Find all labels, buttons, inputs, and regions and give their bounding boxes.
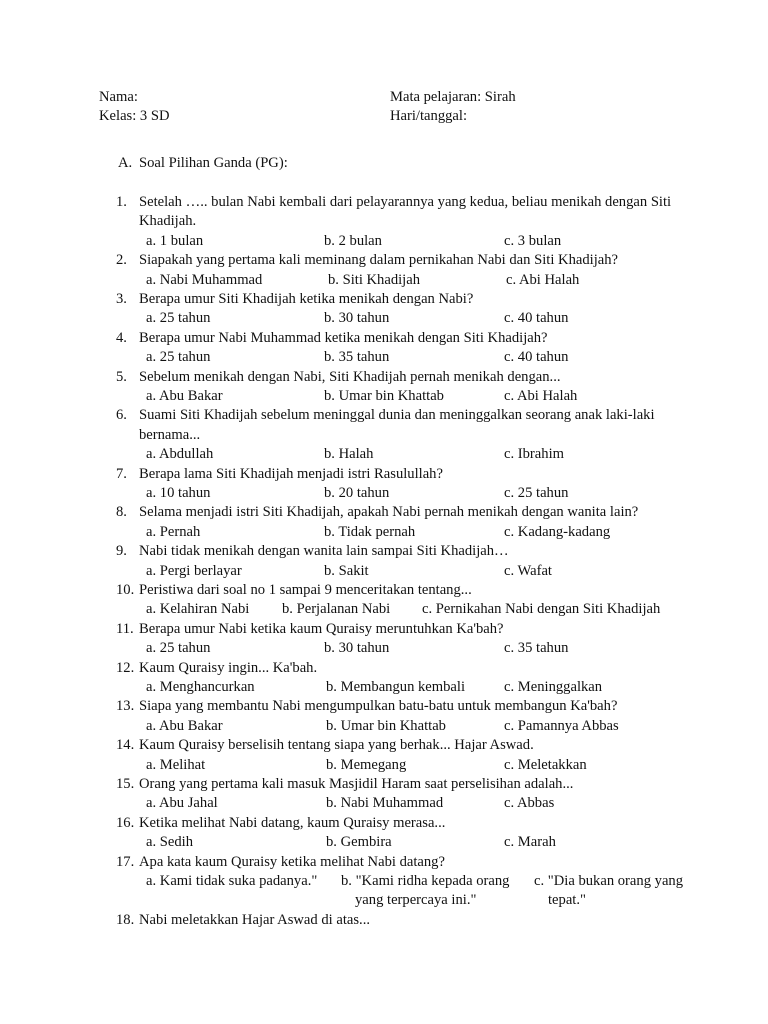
question-number: 15. [116, 775, 135, 792]
question-number: 9. [116, 543, 127, 560]
option-c: c. 35 tahun [504, 640, 569, 657]
option-a: a. Abu Bakar [146, 388, 223, 404]
question-text: Sebelum menikah dengan Nabi, Siti Khadijah pernah menikah dengan... [139, 368, 561, 385]
option-a: a. Sedih [146, 834, 194, 851]
question-number: 2. [116, 252, 127, 269]
question-number: 12. [116, 659, 135, 676]
option-row [116, 271, 706, 290]
option-b: b. Gembira [326, 834, 392, 851]
option-c: c. Meninggalkan [504, 678, 603, 695]
question-text: Setelah ….. bulan Nabi kembali dari pelayarannya yang kedua, beliau menikah dengan Siti Khadijah. [139, 194, 672, 230]
option-a: a. Pernah [146, 523, 201, 540]
option-b: b. 30 tahun [324, 640, 390, 657]
option-row [116, 387, 706, 406]
option-c: c. Marah [504, 834, 556, 851]
option-b: b. Umar bin Khattab [324, 388, 444, 404]
question-7 [116, 465, 706, 504]
question-number: 4. [116, 329, 127, 346]
question-text: Berapa lama Siti Khadijah menjadi istri Rasulullah? [139, 465, 443, 482]
question-number: 18. [116, 911, 135, 928]
question-number: 7. [116, 465, 127, 482]
option-row [116, 309, 706, 328]
question-18 [116, 911, 706, 930]
subject-label: Mata pelajaran: Sirah [390, 89, 516, 105]
option-row [116, 794, 706, 813]
option-a: a. 1 bulan [146, 232, 204, 249]
option-c: c. "Dia bukan orang yang tepat." [534, 872, 684, 909]
option-row [116, 833, 706, 852]
question-list [116, 193, 706, 930]
option-row [116, 872, 706, 911]
option-c: c. 40 tahun [504, 310, 569, 327]
option-c: c. Ibrahim [504, 446, 564, 463]
question-16 [116, 814, 706, 853]
question-text: Peristiwa dari soal no 1 sampai 9 menceritakan tentang... [139, 581, 472, 598]
option-a: a. Pergi berlayar [146, 562, 242, 579]
class-label: Kelas: 3 SD [99, 108, 170, 125]
question-2 [116, 251, 706, 290]
question-text: Kaum Quraisy ingin... Ka'bah. [139, 659, 318, 676]
option-row [116, 678, 706, 697]
question-text: Berapa umur Nabi Muhammad ketika menikah dengan Siti Khadijah? [139, 329, 548, 346]
question-11 [116, 620, 706, 659]
name-label: Nama: [99, 89, 138, 105]
option-c: c. 25 tahun [504, 485, 569, 501]
option-a: a. Abu Jahal [146, 795, 218, 812]
question-text: Nabi meletakkan Hajar Aswad di atas... [139, 911, 370, 928]
option-a: a. Melihat [146, 756, 206, 773]
option-a: a. 25 tahun [146, 310, 211, 327]
option-c: c. Pernikahan Nabi dengan Siti Khadijah [422, 601, 661, 618]
option-c: c. Abi Halah [504, 388, 578, 404]
question-6 [116, 406, 706, 464]
option-b: b. Umar bin Khattab [326, 717, 446, 734]
option-row [116, 523, 706, 542]
option-row [116, 348, 706, 367]
question-12 [116, 659, 706, 698]
option-c: c. Abi Halah [506, 271, 580, 288]
option-b: b. Nabi Muhammad [326, 795, 444, 812]
question-4 [116, 329, 706, 368]
question-text: Selama menjadi istri Siti Khadijah, apakah Nabi pernah menikah dengan wanita lain? [139, 504, 639, 521]
option-a: a. Kelahiran Nabi [146, 601, 250, 618]
section-letter: A. [118, 155, 133, 171]
question-15 [116, 775, 706, 814]
option-a: a. Kami tidak suka padanya." [146, 872, 318, 889]
option-row [116, 232, 706, 251]
option-b: b. Perjalanan Nabi [282, 601, 391, 618]
option-row [116, 484, 706, 503]
option-b: b. 2 bulan [324, 232, 382, 249]
question-text: Orang yang pertama kali masuk Masjidil Haram saat perselisihan adalah... [139, 775, 574, 792]
question-8 [116, 503, 706, 542]
question-10 [116, 581, 706, 620]
option-a: a. Abdullah [146, 446, 214, 463]
question-17 [116, 853, 706, 911]
question-number: 11. [116, 620, 134, 637]
option-b: b. Membangun kembali [326, 678, 466, 695]
option-b: b. 20 tahun [324, 485, 390, 501]
question-text: Siapakah yang pertama kali meminang dalam pernikahan Nabi dan Siti Khadijah? [139, 252, 619, 269]
date-label: Hari/tanggal: [390, 108, 467, 125]
question-text: Nabi tidak menikah dengan wanita lain sampai Siti Khadijah… [139, 543, 509, 560]
option-row [116, 639, 706, 658]
question-14 [116, 736, 706, 775]
option-b: b. 30 tahun [324, 310, 390, 327]
question-text: Berapa umur Siti Khadijah ketika menikah dengan Nabi? [139, 291, 474, 307]
option-row [116, 756, 706, 775]
question-3 [116, 290, 706, 329]
question-number: 10. [116, 581, 135, 598]
option-row [116, 600, 706, 619]
question-number: 13. [116, 698, 135, 715]
option-c: c. Kadang-kadang [504, 523, 611, 540]
question-text: Suami Siti Khadijah sebelum meninggal dunia dan meninggalkan seorang anak laki-laki bernama... [139, 407, 655, 443]
option-a: a. 25 tahun [146, 349, 211, 366]
worksheet-header [99, 88, 699, 127]
question-number: 6. [116, 407, 127, 424]
question-number: 16. [116, 814, 135, 831]
option-a: a. 25 tahun [146, 640, 211, 657]
option-row [116, 445, 706, 464]
option-row [116, 562, 706, 581]
option-row [116, 717, 706, 736]
option-c: c. Meletakkan [504, 756, 587, 773]
option-a: a. Menghancurkan [146, 678, 255, 695]
option-a: a. Nabi Muhammad [146, 271, 263, 288]
question-5 [116, 368, 706, 407]
question-9 [116, 542, 706, 581]
question-text: Ketika melihat Nabi datang, kaum Quraisy merasa... [139, 814, 446, 831]
question-number: 1. [116, 194, 127, 210]
option-b: b. "Kami ridha kepada orang yang terpercaya ini." [341, 872, 510, 909]
question-number: 14. [116, 737, 135, 754]
question-number: 17. [116, 853, 135, 870]
section-title: Soal Pilihan Ganda (PG): [139, 155, 288, 171]
option-b: b. Siti Khadijah [328, 271, 421, 288]
option-a: a. 10 tahun [146, 485, 211, 501]
option-c: c. 3 bulan [504, 232, 562, 249]
option-c: c. Abbas [504, 795, 555, 812]
question-number: 8. [116, 504, 127, 521]
option-c: c. 40 tahun [504, 349, 569, 366]
option-b: b. Halah [324, 446, 374, 463]
question-text: Siapa yang membantu Nabi mengumpulkan batu-batu untuk membangun Ka'bah? [139, 698, 618, 715]
question-13 [116, 697, 706, 736]
option-c: c. Pamannya Abbas [504, 717, 619, 734]
option-b: b. 35 tahun [324, 349, 390, 366]
question-number: 3. [116, 291, 127, 307]
question-number: 5. [116, 368, 127, 385]
option-a: a. Abu Bakar [146, 717, 223, 734]
question-text: Kaum Quraisy berselisih tentang siapa yang berhak... Hajar Aswad. [139, 737, 534, 754]
option-b: b. Tidak pernah [324, 523, 416, 540]
question-text: Berapa umur Nabi ketika kaum Quraisy meruntuhkan Ka'bah? [139, 620, 504, 637]
option-c: c. Wafat [504, 562, 552, 579]
question-1 [116, 193, 706, 251]
question-text: Apa kata kaum Quraisy ketika melihat Nabi datang? [139, 853, 445, 870]
option-b: b. Memegang [326, 756, 407, 773]
option-b: b. Sakit [324, 562, 369, 579]
